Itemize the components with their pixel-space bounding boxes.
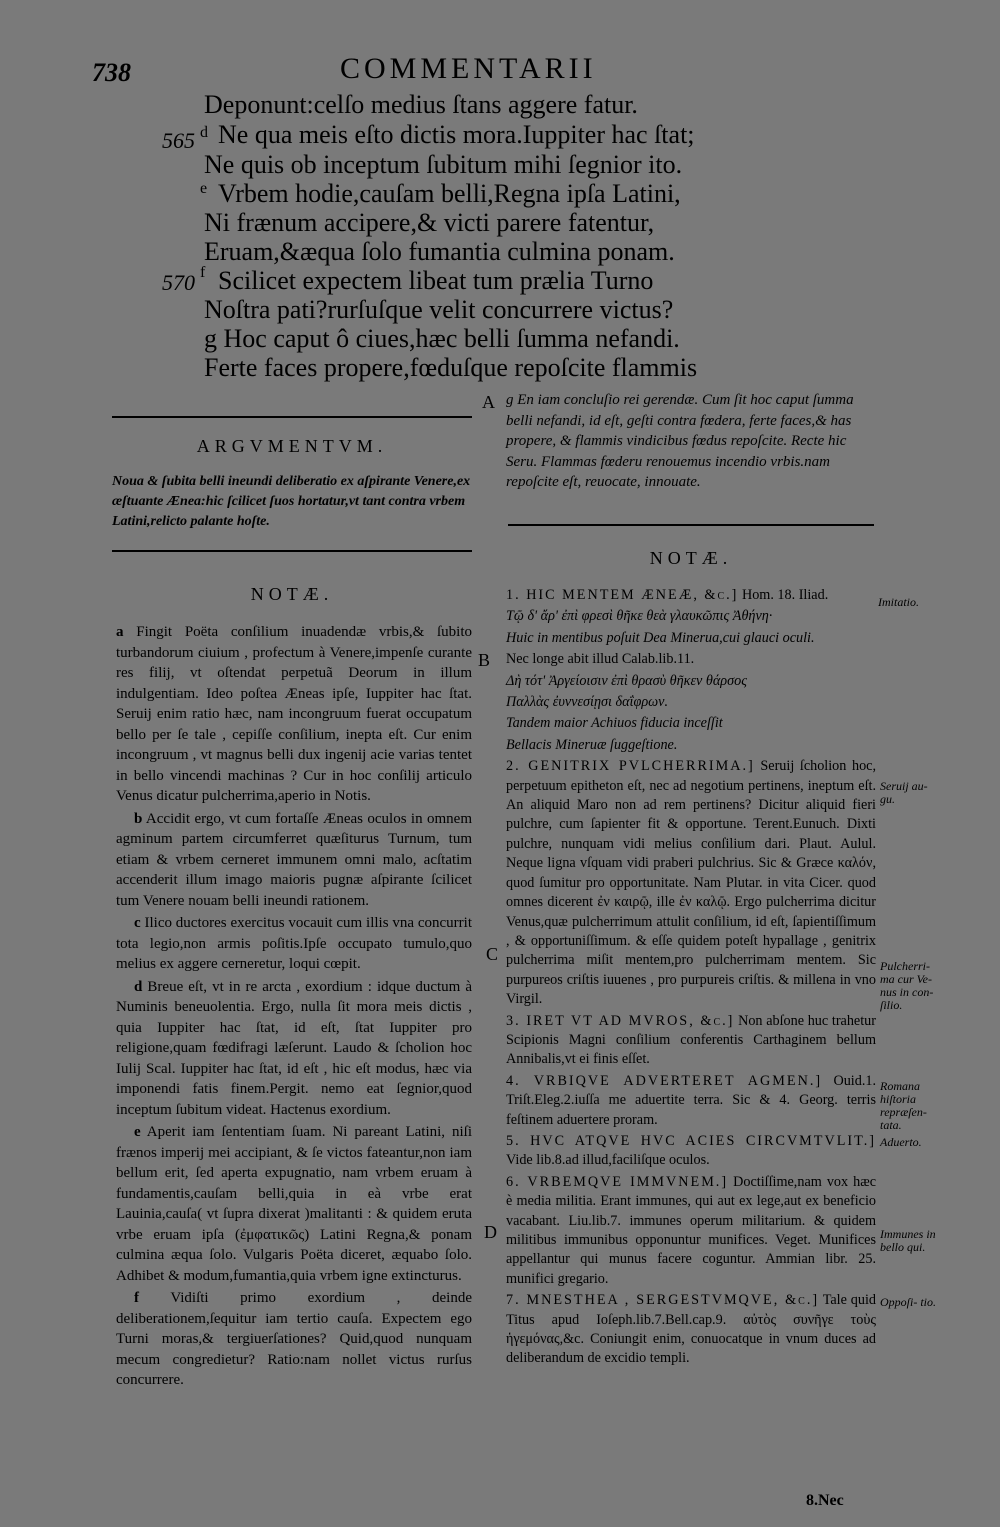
commentary-paragraph [116, 1122, 472, 1286]
verse-line: g Hoc caput ô ciues,hæc belli ſumma nefandi. [204, 324, 680, 353]
note-entry [506, 1173, 876, 1289]
verse-line: Ne quis ob inceptum ſubitum mihi ſegnior ito. [204, 150, 683, 179]
verse-line: Eruam,&æqua ſolo fumantia culmina ponam. [204, 237, 675, 266]
note-entry [506, 757, 876, 1009]
note-line: Bellacis Mineruæ ſuggeſtione. [506, 736, 678, 753]
notae-heading: NOTÆ. [250, 584, 334, 604]
commentary-paragraph [116, 809, 472, 912]
note-line: Nec longe abit illud Calab.lib.11. [506, 651, 695, 668]
commentary-paragraph [116, 622, 472, 807]
running-header: COMMENTARII [340, 52, 597, 85]
note-lemma: 6. VRBEMQVE IMMVNEM.] [506, 1173, 729, 1190]
argument-heading: ARGVMENTVM. [196, 436, 388, 456]
note-text: Seruij ſcholion hoc, perpetuum epitheton eſt, nec ad negotium pertinens, ineptum eſt. An aliquid Maro non ad rem pertinens? Dicitur aliquid fieri pulchre, cum ſapienter fit & opportune. Terent.Eunuch. Dixti pulchre, nunquam vidi melius conſilium dari. Plaut. Aulul. Neque ligna vſquam vidi praberi pulchrius. Sic & Græce καλόν, quod ſumitur pro opportunitate. Nam Plutar. in vita Cicer. quod omnes dicerent ἐν καιρῷ, ille ἐν καλῷ. Ergo pulcherrima dicitur Venus,quæ pulcherrimum attulit conſilium, id eſt, ſapientiſſimum , & opportuniſſimum. & eſſe quidem poteſt hypallage , genitrix pulcherrima miſit mentem,pro pulcherrimam mentem. Sic purpureos criſtis iuuenes , pro purpureis criſtis. & millena in vno Virgil. [506, 758, 877, 1008]
note-text: Hom. 18. Iliad. [741, 587, 829, 603]
note-entry [506, 1132, 876, 1171]
verse-line: Scilicet expectem libeat tum prælia Turno [218, 266, 654, 295]
note-entry [506, 1291, 876, 1369]
paragraph-mark: e [134, 1124, 141, 1140]
verse-mark: e [200, 180, 208, 197]
verse-line: Vrbem hodie,cauſam belli,Regna ipſa Latini, [218, 179, 681, 208]
paragraph-text: Accidit ergo, vt cum fortaſſe Æneas oculos in omnem agminum partem circumferret quæſiturus Turnum, tum etiam & vrbem cerneret immunem omni malo, acſtatim accenderit illum imago maioris pugnæ aſpirante ſcilicet tum Venere nouam belli ineundi rationem. [116, 810, 472, 909]
verse-line: Ni frænum accipere,& victi parere fatentur, [204, 208, 655, 237]
catchword: 8.Nec [806, 1492, 844, 1509]
note-text: Doctiſſime,nam vox hæc è media militia. Erant immunes, qui aut ex lege,aut ex beneficio vacabant. Liu.lib.7. immunes operum militarium. & quidem militibus immunibus opponuntur munifices. Veget. Munifices appellantur qui munus facere coguntur. Ammian libr. 25. munifici gregario. [506, 1173, 876, 1287]
verse-line: Deponunt:celſo medius ſtans aggere fatur. [204, 90, 638, 119]
side-note: Oppoſi- tio. [880, 1295, 936, 1309]
verse-line: Ne qua meis eſto dictis mora.Iuppiter hac ſtat; [218, 120, 695, 149]
section-letter: A [482, 392, 495, 412]
note-line: Tandem maior Achiuos fiducia inceſſit [506, 715, 723, 732]
note-lemma: 5. HVC ATQVE HVC ACIES CIRCVMTVLIT.] [506, 1132, 876, 1149]
side-note: Aduerto. [880, 1135, 922, 1149]
section-letter: C [486, 944, 499, 964]
side-note: Immunes in bello qui. [880, 1227, 936, 1254]
paragraph-mark: c [134, 915, 141, 931]
note-lemma: 4. VRBIQVE ADVERTERET AGMEN.] [506, 1072, 823, 1089]
verse-mark: f [200, 264, 206, 281]
verse-line: Noſtra pati?rurſuſque velit concurrere victus? [204, 295, 674, 324]
rule [112, 416, 472, 418]
paragraph-text: Ilico ductores exercitus vocauit cum illis vna concurrit tota legio,non armis poſitis.Ipſe occupato tumulo,quo melius ex aggere cerneretur, loqui cœpit. [116, 915, 472, 972]
right-notes [506, 586, 876, 1371]
side-note: Seruij au- gu. [880, 779, 928, 806]
note-entry [506, 1072, 876, 1130]
argument-text: Noua & ſubita belli ineundi deliberatio ex aſpirante Venere,ex æſtuante Ænea:hic ſcilicet ſuos hortatur,vt tant contra vrbem Latini,relicto palante hoſte. [112, 474, 471, 529]
commentary-paragraph [116, 1288, 472, 1391]
verse-number: 570 [162, 270, 195, 295]
note-lemma: 2. GENITRIX PVLCHERRIMA.] [506, 758, 755, 775]
rule [508, 524, 874, 526]
note-lemma: 3. IRET VT AD MVROS, &c.] [506, 1012, 735, 1029]
note-text: Ouid.1. Triſt.Eleg.2.iuſſa me aduertite terra. Sic & 4. Georg. terris feſtinem aduertere proram. [506, 1072, 877, 1128]
note-line: Παλλὰς ἐυννεσίῃσι δαΐφρων. [506, 694, 668, 711]
note-text: Non abſone huc trahetur Scipionis Magni conſilium conferentis Carthaginem bellum Annibalis,vt ei finis eſſet. [506, 1012, 876, 1068]
note-lemma: 7. MNESTHEA , SERGESTVMQVE, &c.] [506, 1292, 820, 1309]
side-note: Imitatio. [878, 595, 919, 609]
note-line: Τῷ δ' ἄρ' ἐπὶ φρεσὶ θῆκε θεὰ γλαυκῶπις Ἀθήνη· [506, 608, 773, 625]
commentary-paragraph [116, 913, 472, 975]
section-letter: D [484, 1222, 497, 1242]
page-number: 738 [92, 58, 131, 87]
commentary-paragraph [116, 977, 472, 1121]
note-text: Vide lib.8.ad illud,faciliſque oculos. [506, 1152, 710, 1169]
verse-mark: d [200, 124, 208, 141]
note-text: Tale quid Titus apud Ioſeph.lib.7.Bell.cap.9. αὐτὸς συνῆγε τοὺς ἡγεμόνας,&c. Coniungit enim, conuocatque in vnum duces ad deliberandum de excidio templi. [506, 1292, 876, 1367]
verse-number: 565 [162, 128, 195, 153]
side-note: Pulcherri- ma cur Ve- nus in con- ſilio. [880, 959, 934, 1012]
verse-line: Ferte faces propere,fœduſque repoſcite flammis [204, 353, 698, 382]
note-line: Δὴ τότ' Ἀργείοισιν ἐπὶ θρασὺ θῆκεν θάρσος [506, 672, 747, 689]
note-lemma: 1. HIC MENTEM ÆNEÆ, &c.] [506, 587, 739, 603]
paragraph-text: Aperit iam ſententiam ſuam. Ni pareant Latini, niſi frænos imperij mei accipiant, & ſe victos fateantur,non iam bellum erit, ſed aperta expugnatio, nam vrbem eruam à fundamentis,cauſam belli,quia in eà vrbe erat Lauinia,cauſa( vt ſupra dixerat )malitanti : & quidem eruta vrbe eruam ipſa (ἐμφατικῶς) Latini Regna,& ponam culmina æqua ſolo. Vulgaris Poëta diceret, æquabo ſolo. Adhibet & modum,fumantia,quia vrbem igne extincturus. [116, 1124, 472, 1284]
paragraph-mark: d [134, 978, 143, 995]
note-line: Huic in mentibus poſuit Dea Minerua,cui glauci oculi. [506, 629, 815, 646]
paragraph-mark: b [134, 810, 143, 827]
paragraph-text: Fingit Poëta conſilium inuadendæ vrbis,& ſubito turbandorum ciuium , profectum à Venere,impenſe curante res filij, vt oſtendat perpetuã Deorum in illum indulgentiam. Ideo poſtea Æneas ipſe, Iuppiter hac ſtat. Seruij enim ratio hæc, nam incongruum fuerat occupatum bello per ſe tale , cepiſſe conſilium, inepta eſt. Cur enim incongruum , vt magnus belli dux ingenij acie varias tentet in bello vincendi machinas ? Cur in hoc conſilij articulo Venus dicatur pulcherrima,aperio in Notis. [116, 624, 473, 804]
rule [112, 550, 472, 552]
left-commentary [116, 622, 472, 1393]
right-notae-heading: NOTÆ. [649, 548, 733, 568]
right-g-paragraph: g En iam concluſio rei gerendæ. Cum ſit hoc caput ſumma belli nefandi, id eſt, geſti contra fœdera, ferte faces,& has propere, & flammis vindicibus fœdus repoſcite. Recte hic Seru. Flammas fœderu renouemus incendio vrbis.nam repoſcite eſt, reuocate, innouate. [506, 392, 854, 490]
paragraph-mark: f [134, 1290, 139, 1306]
note-entry [506, 586, 876, 605]
paragraph-mark: a [116, 624, 124, 640]
paragraph-text: Vidiſti primo exordium , deinde deliberationem,ſequitur iam tertio cauſa. Expectem ego Turni moras,& tergiuerſationes? Quid,quod nunquam mecum congredietur? Ratio:nam nollet victus rurſus concurrere. [116, 1290, 472, 1388]
note-entry [506, 1012, 876, 1070]
section-letter: B [478, 650, 491, 670]
paragraph-text: Breue eſt, vt in re arcta , exordium : idque ductum à Numinis beneuolentia. Ergo, nulla ſit mora meis dictis , quia Iuppiter hac ſtat, id eſt, ſtat Iuppiter pro religione,quam fœdifragi læſerunt. Laudo & ſcholion hoc Iulij Scal. Iuppiter hac ſtat, id eſt , hic eſt modus, hæc via imponendi fatis finem.Pergit. nemo eat ſegnior,quod inceptum ſubitum videat. Hactenus exordium. [116, 978, 473, 1118]
side-note: Romana hiſtoria repræſen- tata. [880, 1079, 927, 1132]
